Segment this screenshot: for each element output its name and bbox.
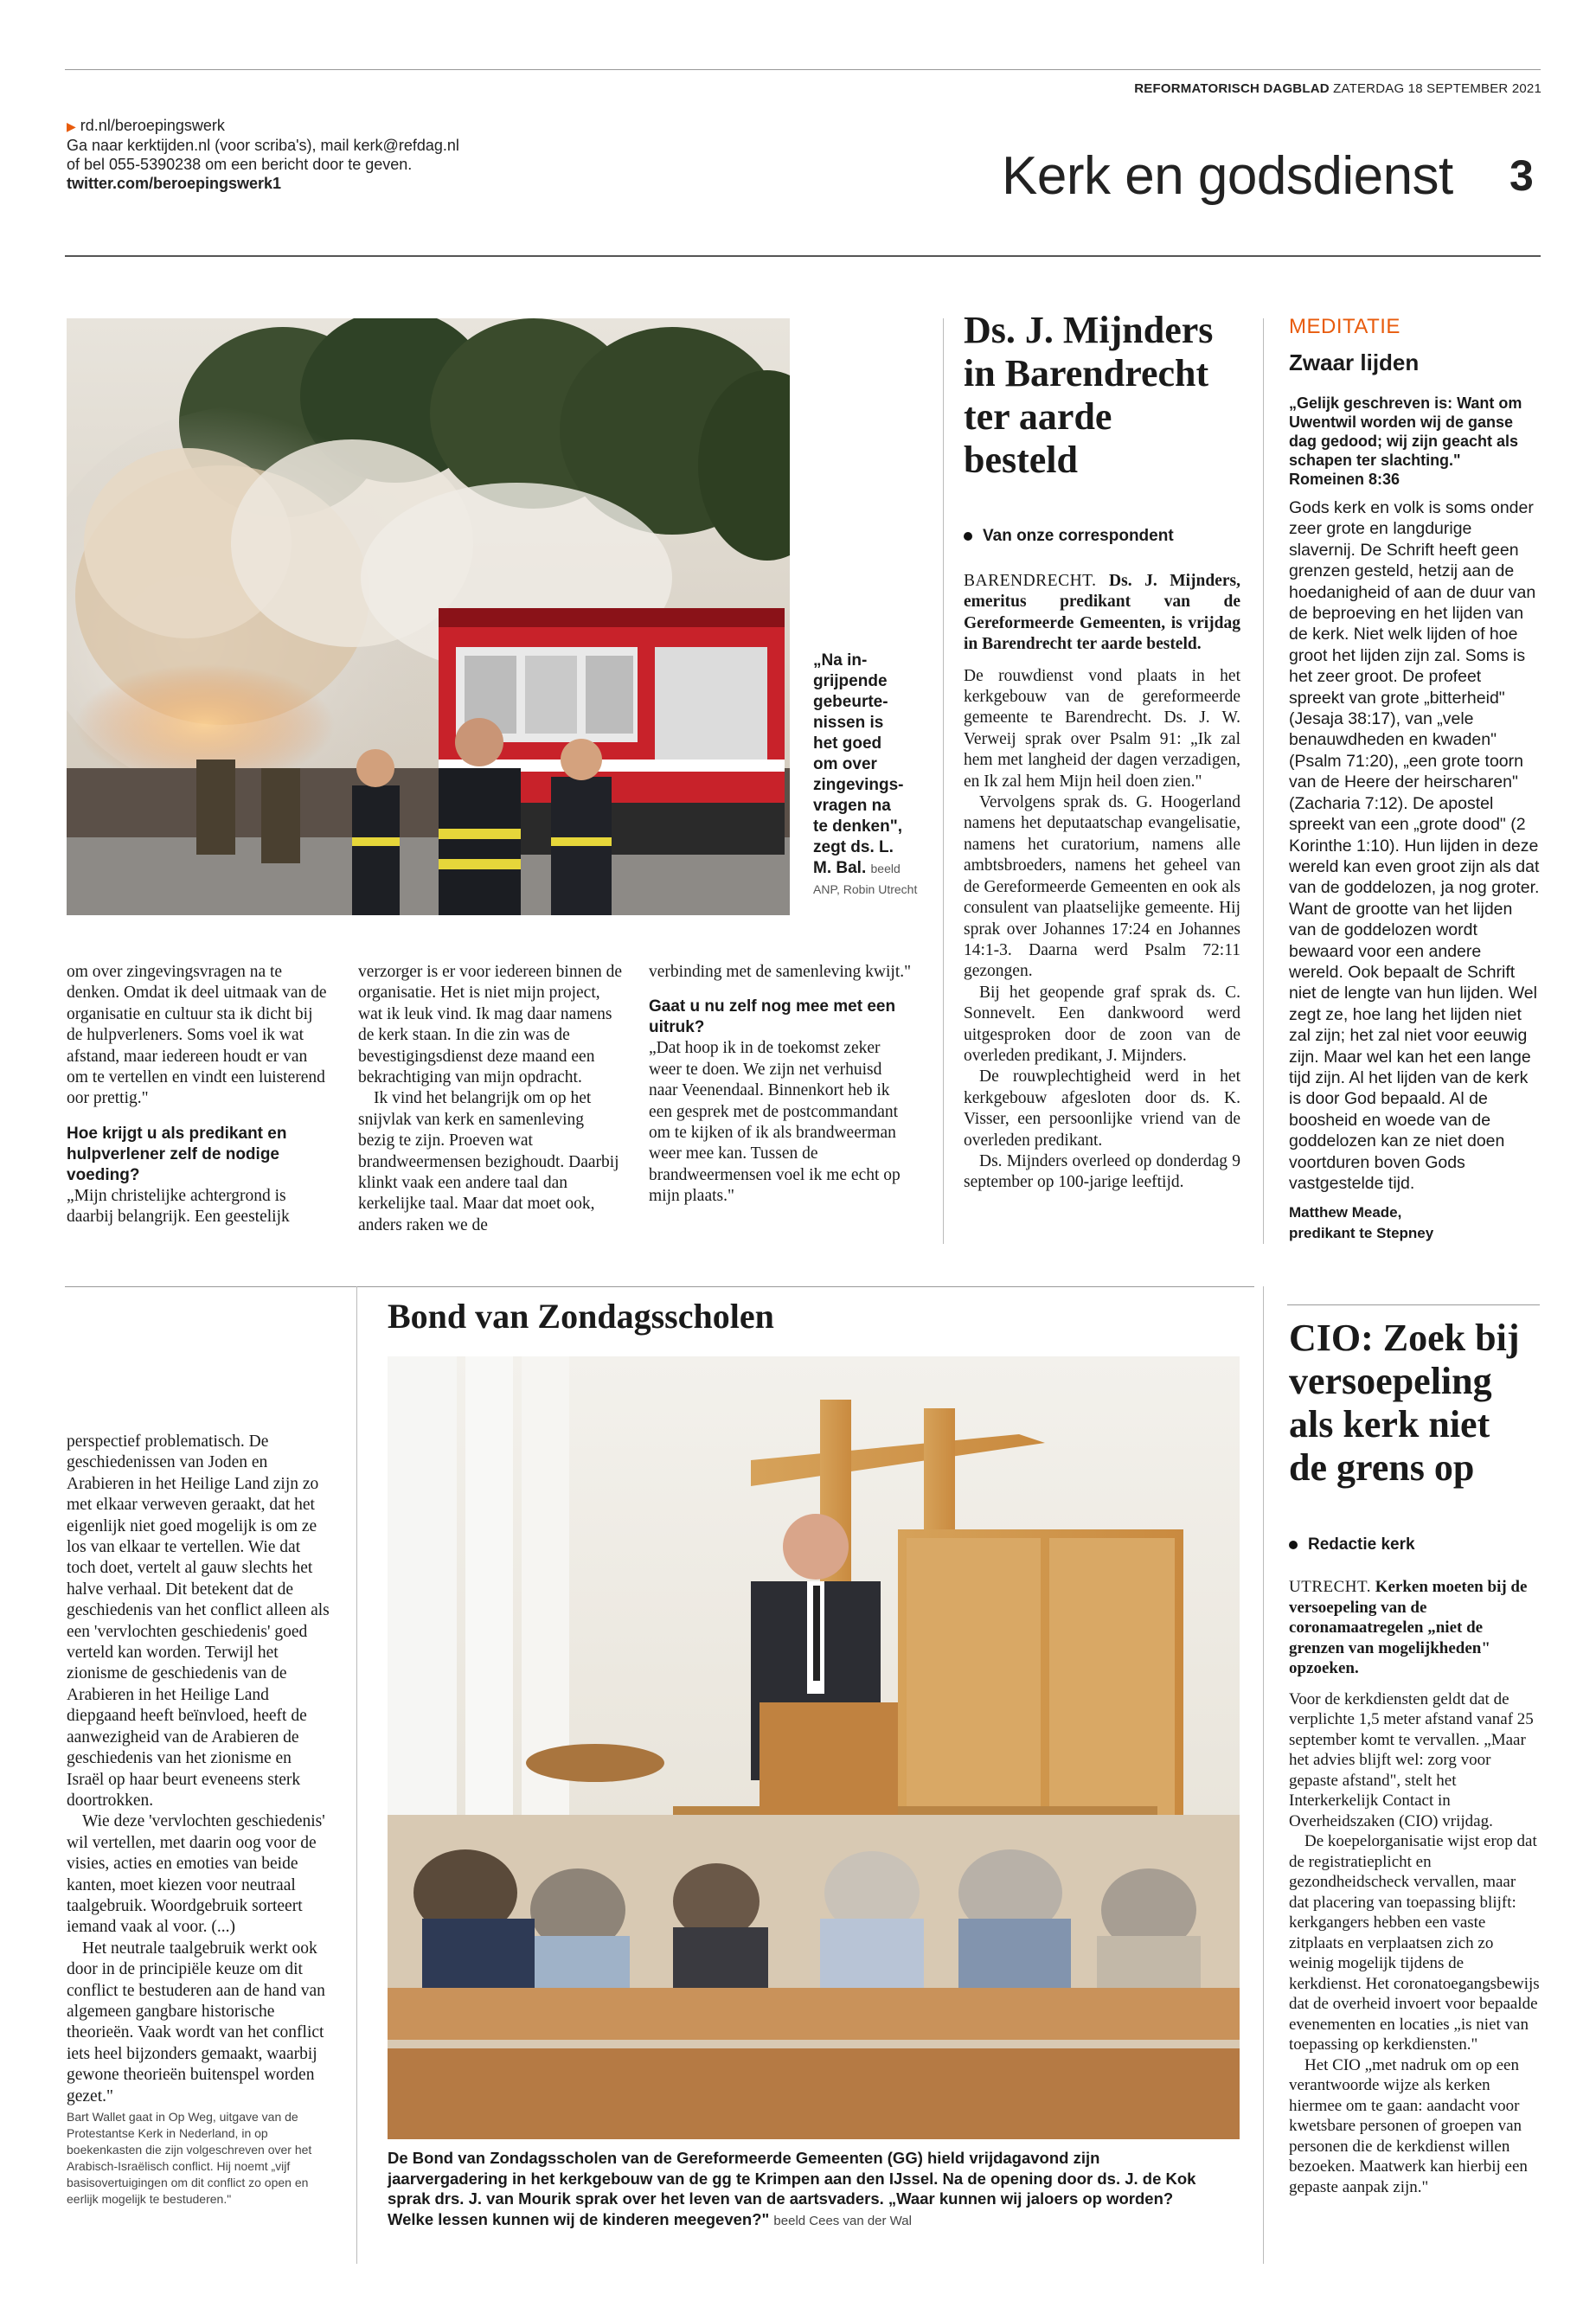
fire-scene-illustration: [67, 318, 790, 915]
bullet-icon: [1289, 1541, 1298, 1549]
masthead-dateline: [1134, 81, 1542, 96]
bond-headline: Bond van Zondagsscholen: [388, 1297, 774, 1336]
section-rule: [65, 1286, 1254, 1287]
bond-caption: De Bond van Zondagsscholen van de Gereformeerde Gemeenten (GG) hield vrijdagavond zijn jaarvergadering in het kerkgebouw van de gg te Krimpen aan den IJssel. Na de opening door ds. J. de Kok sprak drs. J. van Mourik sprak over het leven van de aartsvaders. „Waar kunnen wij jaloers op worden? Welke lessen kunnen wij de kinderen meegeven?" beeld Cees van der Wal: [388, 2149, 1196, 2228]
column-divider: [1263, 318, 1264, 1244]
interview-column-2: verzorger is er voor iedereen binnen de organisatie. Het is niet mijn project, wat ik leuk vind. Ik mag daar namens de kerk staan. In die zin was de bevestigingsdienst deze maand een bekrachtiging van mijn opdracht. Ik vind het belangrijk om op het snijvlak van kerk en samenleving bezig te zijn. Proeven wat brandweermensen bezighoudt. Daarbij klinkt vaak een andere taal dan kerkelijke taal. Maar dat moet ook, anders raken we de: [358, 963, 623, 1234]
firefighters-photo: [67, 318, 790, 915]
cio-body: UTRECHT. Kerken moeten bij de versoepeling van de coronamaatregelen „niet de grenzen van mogelijkheden" opzoeken. Voor de kerkdiensten geldt dat de verplichte 1,5 meter afstand vanaf 25 september komt te vervallen. „Maar het advies blijft wel: zorg voor gepaste afstand", stelt het Interkerkelijk Contact in Overheidszaken (CIO) vrijdag. De koepelorganisatie wijst erop dat de registratieplicht en gezondheidscheck vervallen, maar dat placering van toepassing blijft: kerkgangers hebben een vaste zitplaats en verplaatsen zich zo weinig mogelijk tijdens de kerkdienst. Het coronatoegangsbewijs dat de overheid invoert voor bepaalde evenementen en locaties „is niet van toepassing op kerkdiensten." Het CIO „met nadruk om op een verantwoorde wijze als kerken hiermee om te gaan: aandacht voor kwetsbare personen of groepen van personen die de kerkdienst willen bezoeken. Maatwerk kan hierbij een gepaste aanpak zijn.": [1289, 1578, 1540, 2196]
contact-line-2: of bel 055-5390238 om een bericht door te geven.: [67, 156, 413, 173]
issue-date: ZATERDAG 18 SEPTEMBER 2021: [1333, 81, 1542, 96]
pull-quote: „Na in- grijpende gebeurte- nissen is het goed om over zingevings- vragen na te denken", zegt ds. L. M. Bal. beeld ANP, Robin Utrecht: [813, 651, 918, 896]
meditation-author: Matthew Meade, predikant te Stepney: [1289, 1204, 1434, 1242]
top-rule: [65, 69, 1541, 70]
mijnders-headline: Ds. J. Mijnders in Barendrecht ter aarde besteld: [964, 309, 1214, 481]
church-meeting-photo: [388, 1356, 1240, 2139]
meditation-box: [1289, 315, 1540, 1244]
column-divider: [356, 1286, 357, 2264]
meditation-label: MEDITATIE: [1289, 315, 1401, 338]
interview-column-3: verbinding met de samenleving kwijt." Gaat u nu zelf nog mee met een uitruk? „Dat hoop ik in de toekomst zeker weer te doen. We zijn net verhuisd naar Veenendaal. Binnenkort heb ik een gesprek met de postcommandant om te kijken of ik als brandweerman weer mee kan. Tussen de brandweermensen voel ik me echt op mijn plaats.": [649, 963, 912, 1206]
page-number: 3: [1509, 151, 1534, 200]
dateline: BARENDRECHT.: [964, 572, 1097, 590]
bullet-icon: [964, 532, 972, 541]
section-rule: [1287, 1304, 1540, 1305]
meditation-text: Gods kerk en volk is soms onder zeer grote en langdurige slavernij. De Schrift heeft geen grenzen gesteld, hetzij aan de hoedanigheid of aan de duur van de beproeving en het lijden van de kerk. Niet welk lijden of hoe groot het lijden zijn zal. Soms is het zeer groot. De profeet spreekt van grote „bitterheid" (Jesaja 38:17), van „vele benauwdheden en kwaden" (Psalm 71:20), „een grote toorn van de Heere der heirscharen" (Zacharia 7:12). De apostel spreekt van een „grote dood" (2 Korinthe 1:10). Hun lijden in deze wereld kan even groot zijn als dat van de goddelozen, ja nog groter. Want de grootte van het lijden van de goddelozen wordt bewaard voor een andere wereld. Ook bepaalt de Schrift niet de lengte van hun lijden. Wel zegt ze, hoe lang het lijden niet zal zijn; het zal niet voor eeuwig zijn. Maar wel kan het een lange tijd zijn. Al het lijden van de kerk is door God bepaald. Al de boosheid en woede van de goddelozen kan ze niet doen voortduren boven Gods vastgestelde tijd.: [1289, 498, 1540, 1193]
dateline: UTRECHT.: [1289, 1578, 1371, 1596]
photo-credit: beeld ANP, Robin Utrecht: [813, 862, 918, 896]
masthead-rule: [65, 255, 1541, 257]
church-interior-illustration: [388, 1356, 1240, 2139]
contact-line-1: Ga naar kerktijden.nl (voor scriba's), mail kerk@refdag.nl: [67, 137, 459, 154]
contact-link[interactable]: rd.nl/beroepingswerk: [80, 117, 225, 134]
cio-byline: Redactie kerk: [1289, 1535, 1415, 1554]
column-divider: [1263, 1286, 1264, 2264]
interview-question: Gaat u nu zelf nog mee met een uitruk?: [649, 997, 896, 1037]
twitter-link[interactable]: twitter.com/beroepingswerk1: [67, 175, 282, 192]
meditation-title: Zwaar lijden: [1289, 349, 1420, 375]
meditation-verse: „Gelijk geschreven is: Want om Uwentwil worden wij de ganse dag gedood; wij zijn geacht als schapen ter slachting." Romeinen 8:36: [1289, 394, 1522, 488]
column-divider: [943, 318, 944, 1244]
bond-credit: beeld Cees van der Wal: [773, 2213, 912, 2228]
interview-question: Hoe krijgt u als predikant en hulpverlener zelf de nodige voeding?: [67, 1124, 287, 1184]
interview-column-1: om over zingevingsvragen na te denken. Omdat ik deel uitmaak van de organisatie en cultuur sta ik dicht bij de hulpverleners. Soms voel ik wat afstand, maar iedereen houdt er van om te vertellen en vindt een luisterend oor prettig." Hoe krijgt u als predikant en hulpverlener zelf de nodige voeding? „Mijn christelijke achtergrond is daarbij belangrijk. Een geestelijk: [67, 962, 330, 1228]
arrow-right-icon: ▶: [67, 119, 76, 133]
wallet-column: perspectief problematisch. De geschiedenissen van Joden en Arabieren in het Heilige Land zijn zo met elkaar verweven geraakt, dat het eigenlijk niet goed mogelijk is om ze los van elkaar te vertellen. Wie dat toch doet, vertelt al gauw slechts het halve verhaal. Dit betekent dat de geschiedenis van het conflict alleen als een 'vervlochten geschiedenis' goed verteld kan worden. Terwijl het zionisme de geschiedenis van de Arabieren in het Heilige Land diepgaand heeft beïnvloed, heeft de aanwezigheid van de Arabieren de geschiedenis van het zionisme en Israël op haar beurt eveneens sterk doortrokken. Wie deze 'vervlochten geschiedenis' wil vertellen, met daarin oog voor de visies, acties en emoties van beide kanten, moet kiezen voor neutraal taalgebruik. Woordgebruik sorteert iemand vaak al voor. (...) Het neutrale taalgebruik werkt ook door in de principiële keuze om dit conflict te bestuderen aan de hand van algemeen gangbare historische theorieën. Vaak wordt van het conflict iets heel bijzonders gemaakt, waarbij gewone theorieën buitenspel worden gezet." Bart Wallet gaat in Op Weg, uitgave van de Protestantse Kerk in Nederland, in op boekenkasten die zijn volgeschreven over het Arabisch-Israëlisch conflict. Hij noemt „vijf basisovertuigingen om dit conflict zo open en eerlijk mogelijk te bestuderen.": [67, 1433, 330, 2206]
paper-name: REFORMATORISCH DAGBLAD: [1134, 81, 1330, 96]
mijnders-byline: Van onze correspondent: [964, 527, 1174, 546]
contact-block: [67, 116, 516, 193]
section-title: Kerk en godsdienst: [1002, 146, 1453, 206]
cio-headline: CIO: Zoek bij versoepeling als kerk niet de grens op: [1289, 1317, 1520, 1489]
wallet-credit: Bart Wallet gaat in Op Weg, uitgave van de Protestantse Kerk in Nederland, in op boekenkasten die zijn volgeschreven over het Arabisch-Israëlisch conflict. Hij noemt „vijf basisovertuigingen om dit conflict zo open en eerlijk mogelijk te bestuderen.": [67, 2110, 312, 2206]
mijnders-body: BARENDRECHT. Ds. J. Mijnders, emeritus predikant van de Gereformeerde Gemeenten, is vrijdag in Barendrecht ter aarde besteld. De rouwdienst vond plaats in het kerkgebouw van de gereformeerde gemeente te Barendrecht. Ds. J. W. Verweij sprak over Psalm 91: „Ik zal hem met langheid der dagen verzadigen, en Ik zal hem Mijn heil doen zien." Vervolgens sprak ds. G. Hoogerland namens het deputaatschap evangelisatie, namens het curatorium, namens alle ambtsbroeders, namens het geheel van de Gereformeerde Gemeenten en ook als consulent van plaatselijke gemeente. Hij sprak over Johannes 17:24 en Johannes 14:1-3. Daarna werd Psalm 72:11 gezongen. Bij het geopende graf sprak ds. C. Sonnevelt. Een dankwoord werd uitgesproken door de zoon van de overleden predikant, J. Mijnders. De rouwplechtigheid werd in het kerkgebouw afgesloten door ds. K. Visser, een persoonlijke vriend van de overleden predikant. Ds. Mijnders overleed op donderdag 9 september op 100-jarige leeftijd.: [964, 572, 1241, 1192]
